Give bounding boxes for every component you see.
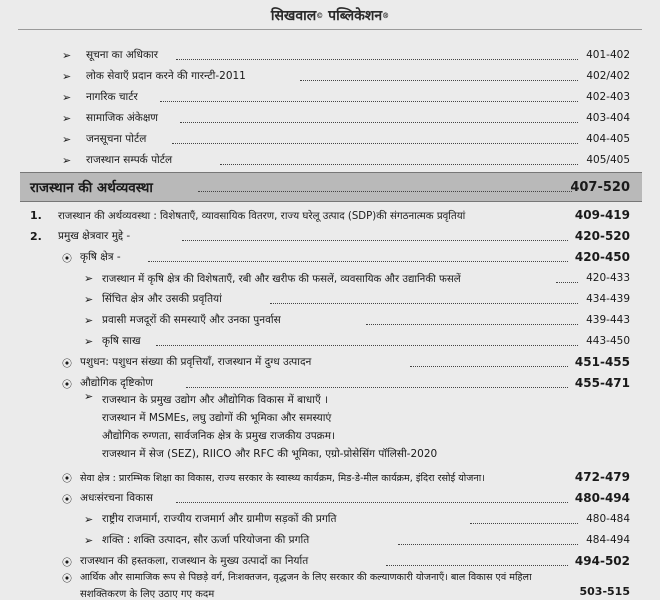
list-item [0,352,660,372]
circle-bullet-icon: ⦿ [62,473,72,485]
item-label: जनसूचना पोर्टल [86,133,147,145]
item-label: कृषि क्षेत्र - [80,251,121,263]
page-range: 503-515 [579,585,630,598]
page-range: 420-450 [574,250,630,264]
dot-leader [176,501,568,503]
arrow-bullet-icon: ➢ [62,48,72,62]
section-heading [20,172,642,202]
page-range: 404-405 [586,133,630,145]
page-range: 494-502 [574,554,630,568]
dot-leader [410,365,568,367]
item-label: सिंचित क्षेत्र और उसकी प्रवृतियां [102,293,222,305]
dot-leader [156,344,578,346]
dot-leader [172,142,578,144]
welfare-label-line1: आर्थिक और सामाजिक रूप से पिछड़े वर्ग, निःशक्तजन, वृद्धजन के लिए सरकार की कल्याणकारी योजनाएँ। बाल विकास एवं महिला [80,572,532,583]
item-label: सेवा क्षेत्र : प्रारम्भिक शिक्षा का विकास, राज्य सरकार के स्वास्थ्य कार्यक्रम, मिड-डे-मील कार्यक्रम, इंदिरा रसोई योजना। [80,472,485,484]
page-range: 405/405 [586,154,630,166]
dot-leader [366,323,578,325]
item-label: नागरिक चार्टर [86,91,138,103]
list-item [0,247,660,267]
page-range: 420-520 [574,229,630,243]
item-label: सूचना का अधिकार [86,49,159,61]
arrow-bullet-icon: ➢ [62,90,72,104]
list-item [0,87,660,107]
item-label: लोक सेवाएँ प्रदान करने की गारन्टी-2011 [86,70,246,82]
header-divider [18,29,642,30]
arrow-bullet-icon: ➢ [84,533,94,547]
item-number: 2. [30,229,42,243]
list-item [0,551,660,571]
page-range: 402-403 [586,91,630,103]
publisher-subtitle: पब्लिकेशन [328,7,383,24]
item-label: प्रवासी मजदूरों की समस्याएँ और उनका पुनर्वास [102,314,281,326]
industry-subtopic: राजस्थान में सेज (SEZ), RIICO और RFC की भूमिका, एग्रो-प्रोसेसिंग पॉलिसी-2020 [102,448,438,460]
industry-subtopic: औद्योगिक रुग्णता, सार्वजनिक क्षेत्र के प्रमुख राजकीय उपक्रम। [102,430,336,442]
arrow-bullet-icon: ➢ [84,292,94,306]
list-item [0,530,660,550]
dot-leader [270,302,578,304]
copyright-mark: © [316,10,324,20]
list-item [0,467,660,487]
dot-leader [182,239,568,241]
list-item [0,226,660,246]
list-item [0,310,660,330]
dot-leader [186,386,568,388]
item-label: राजस्थान की हस्तकला, राजस्थान के मुख्य उत्पादों का निर्यात [80,555,309,567]
page-range: 443-450 [586,335,630,347]
item-label: औद्योगिक दृष्टिकोण [80,377,153,389]
dot-leader [148,260,568,262]
item-label: कृषि साख [102,335,141,347]
section-page-range: 407-520 [570,179,630,195]
page-range: 480-484 [586,513,630,525]
dot-leader [198,190,572,192]
item-label: शक्ति : शक्ति उत्पादन, सौर ऊर्जा परियोजना की प्रगति [102,534,310,546]
circle-bullet-icon: ⦿ [62,379,72,391]
welfare-label-line2: सशक्तिकरण के लिए उठाए गए कदम [80,589,215,600]
section-title: राजस्थान की अर्थव्यवस्था [30,180,153,196]
arrow-bullet-icon: ➢ [62,132,72,146]
dot-leader [386,564,568,566]
arrow-bullet-icon: ➢ [84,334,94,348]
item-label: राजस्थान की अर्थव्यवस्था : विशेषताएँ, व्यावसायिक वितरण, राज्य घरेलू उत्पाद (SDP)की संगठनात्मक प्रवृतियां [58,211,466,222]
dot-leader [160,100,578,102]
page-range: 402/402 [586,70,630,82]
arrow-bullet-icon: ➢ [62,111,72,125]
page-range: 420-433 [586,272,630,284]
disparity-label [80,598,93,599]
page-range: 451-455 [574,355,630,369]
page-range: 472-479 [574,470,630,484]
dot-leader [180,121,578,123]
arrow-bullet-icon: ➢ [62,153,72,167]
dot-leader [300,79,578,81]
list-item [0,150,660,170]
publisher-name: सिखवाल [270,7,317,24]
circle-bullet-icon: ⦿ [62,574,72,585]
item-label: अधःसंरचना विकास [80,492,153,504]
industry-subtopic: राजस्थान में MSMEs, लघु उद्योगों की भूमिका और समस्याएं [102,412,332,424]
dot-leader [470,522,578,524]
list-item [0,331,660,351]
item-label: राजस्थान सम्पर्क पोर्टल [86,154,173,166]
list-item [0,45,660,65]
page-range: 403-404 [586,112,630,124]
item-label: सामाजिक अंकेक्षण [86,112,158,124]
dot-leader [220,163,578,165]
publisher-header [0,0,660,30]
list-item [0,129,660,149]
list-item [0,66,660,86]
circle-bullet-icon: ⦿ [62,557,72,569]
page-range: 439-443 [586,314,630,326]
dot-leader [556,281,578,283]
list-item [0,289,660,309]
list-item [0,268,660,288]
list-item [0,509,660,529]
list-item [0,205,660,225]
item-number: 1. [30,208,42,222]
arrow-bullet-icon: ➢ [62,69,72,83]
dot-leader [176,58,578,60]
list-item [0,108,660,128]
list-item [0,373,660,393]
circle-bullet-icon: ⦿ [62,358,72,370]
arrow-bullet-icon: ➢ [84,271,94,285]
arrow-bullet-icon: ➢ [84,313,94,327]
arrow-bullet-icon: ➢ [84,512,94,526]
industry-subtopic: राजस्थान के प्रमुख उद्योग और औद्योगिक विकास में बाधाएँ । [102,394,329,406]
page-range: 409-419 [574,208,630,222]
page-range: 484-494 [586,534,630,546]
circle-bullet-icon: ⦿ [62,494,72,506]
page-range: 455-471 [574,376,630,390]
arrow-bullet-icon: ➢ [84,390,94,403]
item-label: राष्ट्रीय राजमार्ग, राज्यीय राजमार्ग और ग्रामीण सड़कों की प्रगति [102,513,337,525]
list-item [0,488,660,508]
dot-leader [398,543,578,545]
item-label: पशुधन: पशुधन संख्या की प्रवृत्तियाँ, राजस्थान में दुग्ध उत्पादन [80,356,312,368]
circle-bullet-icon: ⦿ [62,253,72,265]
item-label: प्रमुख क्षेत्रवार मुद्दे - [58,230,131,242]
page-range: 480-494 [574,491,630,505]
item-label: राजस्थान में कृषि क्षेत्र की विशेषताएँ, रबी और खरीफ की फसलें, व्यवसायिक और उद्यानिकी फसलें [102,274,461,285]
page-range: 401-402 [586,49,630,61]
page-range: 434-439 [586,293,630,305]
registered-mark: ® [382,10,390,20]
disparity-pages [626,598,630,599]
